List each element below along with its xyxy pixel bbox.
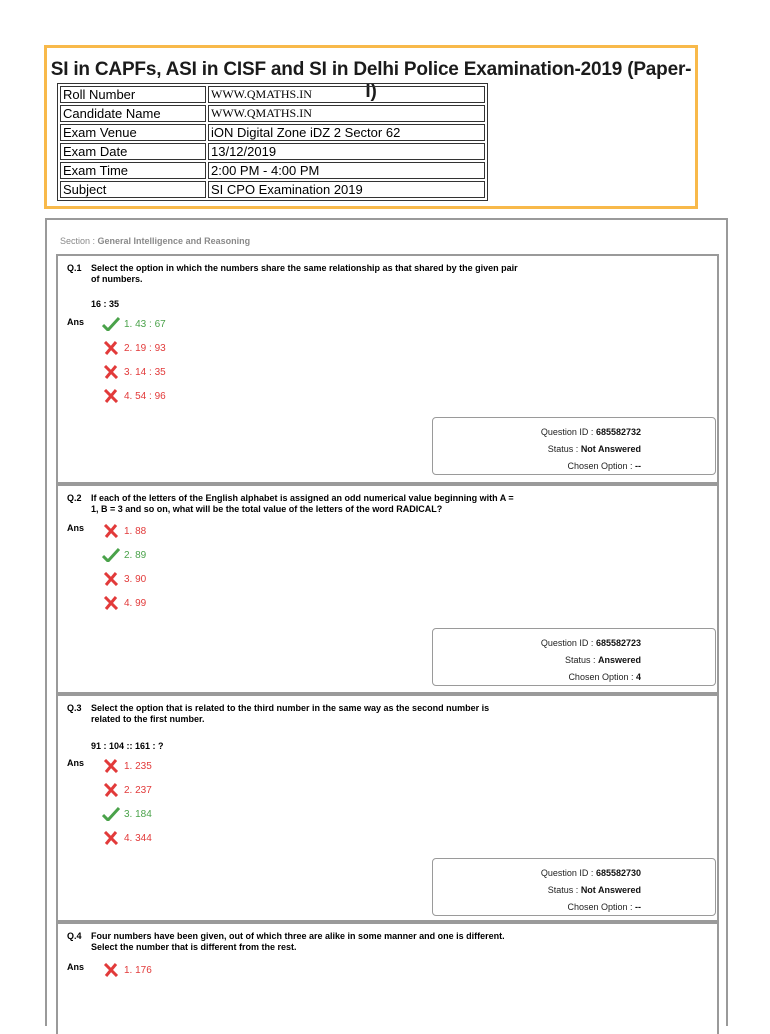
question-pair: 91 : 104 :: 161 : ? — [91, 741, 164, 751]
question-pair: 16 : 35 — [91, 299, 120, 309]
question-status-box — [432, 628, 716, 686]
ans-label: Ans — [67, 523, 85, 533]
section-label — [60, 236, 250, 246]
check-icon — [102, 807, 120, 821]
question-text: Select the option that is related to the third number in the same way as the second number is related to the first number. — [91, 703, 490, 724]
exam-header — [44, 45, 698, 209]
option-2 — [102, 783, 152, 797]
option-4 — [102, 831, 152, 845]
status-line — [548, 444, 641, 454]
ans-label: Ans — [67, 317, 85, 327]
chosen-label: Chosen Option : — [567, 902, 635, 912]
cross-icon — [102, 524, 120, 538]
option-text: 4. 344 — [124, 832, 152, 844]
ans-label: Ans — [67, 758, 85, 768]
question-id-line — [541, 427, 641, 437]
chosen-option-line — [567, 902, 641, 912]
question-card — [56, 254, 719, 484]
chosen-option-line — [568, 672, 641, 682]
status-value: Not Answered — [580, 444, 641, 454]
question-panel — [45, 218, 728, 1026]
status-value: Answered — [597, 655, 641, 665]
option-3 — [102, 572, 146, 586]
cross-icon — [102, 831, 120, 845]
chosen-label: Chosen Option : — [568, 672, 636, 682]
question-number: Q.4 — [67, 931, 82, 941]
status-value: Not Answered — [580, 885, 641, 895]
status-label: Status : — [547, 444, 581, 454]
option-text: 1. 176 — [124, 964, 152, 976]
ans-label: Ans — [67, 962, 85, 972]
cross-icon — [102, 963, 120, 977]
cross-icon — [102, 365, 120, 379]
question-number: Q.3 — [67, 703, 82, 713]
cross-icon — [102, 759, 120, 773]
cross-icon — [102, 341, 120, 355]
option-text: 4. 99 — [124, 597, 147, 609]
status-label: Status : — [564, 655, 598, 665]
info-value: 13/12/2019 — [208, 143, 485, 160]
option-text: 2. 89 — [124, 549, 147, 561]
option-4 — [102, 389, 166, 403]
cross-icon — [102, 783, 120, 797]
question-card — [56, 484, 719, 694]
chosen-value: -- — [635, 902, 641, 912]
option-text: 3. 14 : 35 — [124, 366, 166, 378]
info-row-date — [60, 143, 485, 160]
info-label: Subject — [60, 181, 206, 198]
qid-label: Question ID : — [540, 868, 596, 878]
option-text: 3. 184 — [124, 808, 152, 820]
check-icon — [102, 548, 120, 562]
status-line — [565, 655, 641, 665]
option-text: 2. 19 : 93 — [124, 342, 166, 354]
question-status-box — [432, 417, 716, 475]
section-prefix: Section : — [60, 236, 98, 246]
question-id-value: 685582723 — [595, 638, 641, 648]
question-status-box — [432, 858, 716, 916]
question-id-value: 685582730 — [595, 868, 641, 878]
question-number: Q.1 — [67, 263, 82, 273]
cross-icon — [102, 596, 120, 610]
chosen-label: Chosen Option : — [567, 461, 635, 471]
question-id-value: 685582732 — [595, 427, 641, 437]
option-text: 2. 237 — [124, 784, 152, 796]
option-2 — [102, 341, 166, 355]
chosen-value: 4 — [635, 672, 641, 682]
option-4 — [102, 596, 146, 610]
cross-icon — [102, 389, 120, 403]
option-1 — [102, 759, 152, 773]
info-row-subject — [60, 181, 485, 198]
option-text: 3. 90 — [124, 573, 147, 585]
info-value: WWW.QMATHS.IN — [208, 105, 485, 122]
question-number: Q.2 — [67, 493, 82, 503]
option-1 — [102, 524, 146, 538]
info-label: Roll Number — [60, 86, 206, 103]
section-name: General Intelligence and Reasoning — [97, 236, 251, 246]
question-id-line — [541, 868, 641, 878]
chosen-value: -- — [635, 461, 641, 471]
candidate-info-table — [57, 83, 488, 201]
info-value: 2:00 PM - 4:00 PM — [208, 162, 485, 179]
info-label: Exam Date — [60, 143, 206, 160]
qid-label: Question ID : — [540, 427, 596, 437]
cross-icon — [102, 572, 120, 586]
info-row-roll — [60, 86, 485, 103]
option-text: 1. 43 : 67 — [124, 318, 166, 330]
option-text: 1. 88 — [124, 525, 147, 537]
status-line — [548, 885, 641, 895]
info-value: SI CPO Examination 2019 — [208, 181, 485, 198]
info-row-venue — [60, 124, 485, 141]
question-text: Four numbers have been given, out of which three are alike in some manner and one is different. Select the number that is different from the rest. — [91, 931, 505, 952]
info-label: Candidate Name — [60, 105, 206, 122]
option-3 — [102, 365, 166, 379]
question-card — [56, 694, 719, 922]
status-label: Status : — [547, 885, 581, 895]
option-2 — [102, 548, 146, 562]
chosen-option-line — [567, 461, 641, 471]
option-text: 4. 54 : 96 — [124, 390, 166, 402]
question-card — [56, 922, 719, 1034]
question-text: Select the option in which the numbers share the same relationship as that shared by the given pair of numbers. — [91, 263, 518, 284]
question-id-line — [541, 638, 641, 648]
question-text: If each of the letters of the English alphabet is assigned an odd numerical value beginning with A = 1, B = 3 and so on, what will be the total value of the letters of the word RADICAL? — [91, 493, 514, 514]
option-1 — [102, 963, 152, 977]
info-value: WWW.QMATHS.IN — [208, 86, 485, 103]
check-icon — [102, 317, 120, 331]
qid-label: Question ID : — [540, 638, 596, 648]
exam-title: SI in CAPFs, ASI in CISF and SI in Delhi Police Examination-2019 (Paper-I) — [50, 59, 692, 102]
info-row-name — [60, 105, 485, 122]
info-label: Exam Venue — [60, 124, 206, 141]
info-row-time — [60, 162, 485, 179]
info-label: Exam Time — [60, 162, 206, 179]
option-3 — [102, 807, 152, 821]
option-1 — [102, 317, 166, 331]
option-text: 1. 235 — [124, 760, 152, 772]
info-value: iON Digital Zone iDZ 2 Sector 62 — [208, 124, 485, 141]
